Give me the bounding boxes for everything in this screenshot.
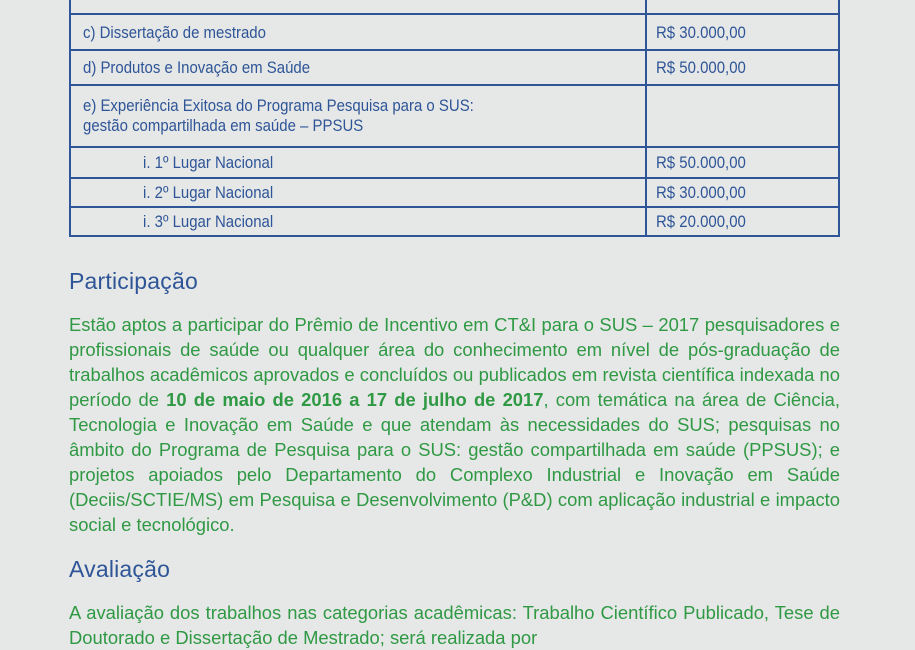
- avaliacao-paragraph: A avaliação dos trabalhos nas categorias acadêmicas: Trabalho Científico Publicado, Tese de Doutorado e Dissertação de Mestrado; será realizada por: [69, 602, 840, 648]
- prize-category: [70, 50, 646, 85]
- prize-amount: [646, 178, 839, 207]
- prize-table: [69, 0, 840, 237]
- participacao-paragraph: [69, 312, 840, 537]
- prize-category-label: i. 1º Lugar Nacional: [143, 153, 274, 172]
- prize-category: [70, 147, 646, 178]
- prize-category: [70, 207, 646, 236]
- prize-amount-value: R$ 50.000,00: [655, 58, 746, 77]
- participacao-period: 10 de maio de 2016 a 17 de julho de 2017: [166, 389, 544, 410]
- prize-amount: [646, 14, 839, 50]
- prize-amount: [646, 147, 839, 178]
- prize-amount-value: R$ 30.000,00: [655, 22, 746, 42]
- table-row: [70, 207, 839, 236]
- prize-category: [70, 14, 646, 50]
- table-row: [70, 0, 839, 14]
- avaliacao-heading: Avaliação: [69, 556, 171, 582]
- prize-category-line: e) Experiência Exitosa do Programa Pesquisa para o SUS:: [83, 96, 474, 115]
- prize-category: [70, 85, 646, 147]
- table-row: [70, 85, 839, 147]
- prize-amount: [646, 50, 839, 85]
- table-row: [70, 147, 839, 178]
- prize-amount-value: R$ 30.000,00: [655, 183, 746, 202]
- participacao-text-after: , com temática na área de Ciência, Tecnologia e Inovação em Saúde e que atendam às necessidades do SUS; pesquisas no âmbito do Programa de Pesquisa para o SUS: gestão compartilhada em saúde (PPSUS); e projetos apoiados pelo Departamento do Complexo Industrial e Inovação em Saúde (Deciis/SCTIE/MS) em Pesquisa e Desenvolvimento (P&D) com aplicação industrial e impacto social e tecnológico.: [69, 389, 840, 535]
- participacao-heading: Participação: [69, 268, 198, 294]
- prize-category-label: i. 3º Lugar Nacional: [143, 212, 274, 231]
- prize-category-line: gestão compartilhada em saúde – PPSUS: [83, 116, 364, 135]
- prize-category-label: i. 2º Lugar Nacional: [143, 183, 274, 202]
- participacao-text-before: Estão aptos a participar do Prêmio de Incentivo em CT&I para o SUS – 2017 pesquisadores e profissionais de saúde ou qualquer área do conhecimento em nível de pós-graduação de trabalhos acadêmicos aprovados e concluídos ou publicados em revista científica indexada no período de: [69, 314, 840, 410]
- prize-category: [70, 0, 646, 14]
- prize-category: [70, 178, 646, 207]
- table-row: [70, 14, 839, 50]
- prize-category-label: c) Dissertação de mestrado: [83, 22, 266, 42]
- table-row: [70, 50, 839, 85]
- prize-amount: [646, 0, 839, 14]
- prize-amount: [646, 85, 839, 147]
- prize-amount-value: R$ 20.000,00: [655, 212, 746, 231]
- prize-amount-value: R$ 50.000,00: [655, 153, 746, 172]
- prize-category-label: d) Produtos e Inovação em Saúde: [83, 58, 311, 77]
- table-row: [70, 178, 839, 207]
- prize-amount: [646, 207, 839, 236]
